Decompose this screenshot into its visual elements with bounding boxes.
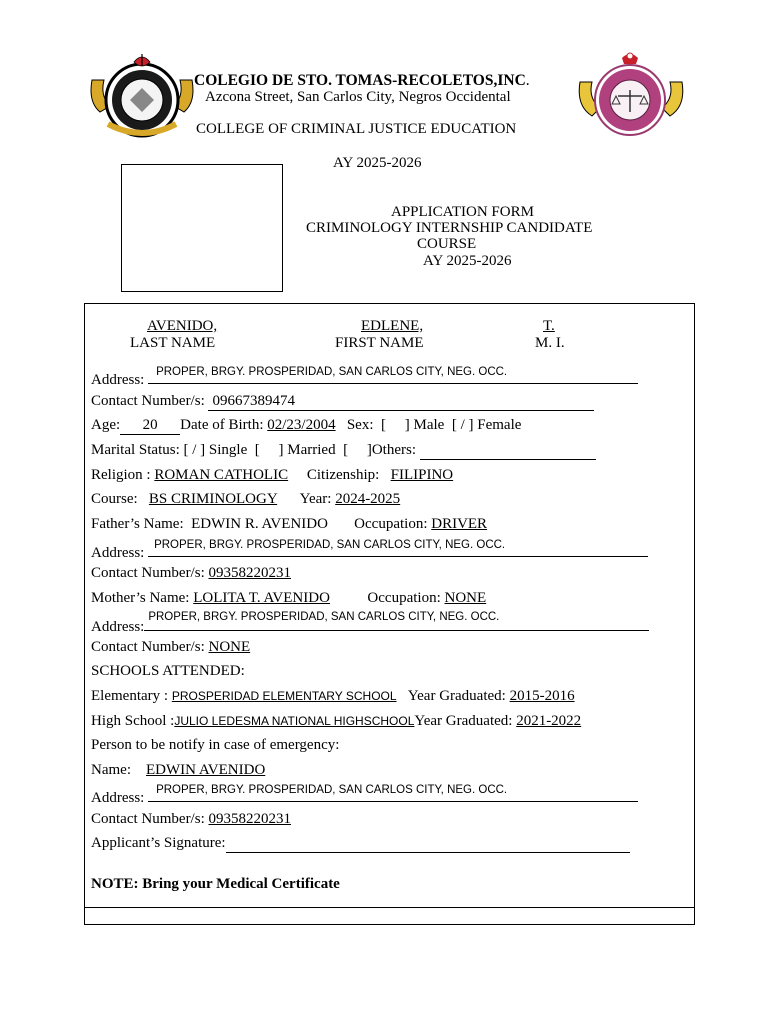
emergency-address-value: PROPER, BRGY. PROSPERIDAD, SAN CARLOS CITY, NEG. OCC. xyxy=(156,784,508,796)
emergency-address-field[interactable] xyxy=(148,785,638,802)
age-dob-sex-row xyxy=(91,416,521,435)
mother-occupation-value[interactable]: NONE xyxy=(444,590,487,606)
year-label: Year: xyxy=(299,491,332,507)
mother-name-row xyxy=(91,589,486,607)
signature-field[interactable] xyxy=(226,834,630,853)
mi-label: M. I. xyxy=(535,335,565,351)
photo-box xyxy=(121,164,283,292)
citizenship-value[interactable]: FILIPINO xyxy=(390,467,454,483)
mother-name-value[interactable]: LOLITA T. AVENIDO xyxy=(193,590,330,606)
applicant-contact-value: 09667389474 xyxy=(212,393,295,409)
highschool-value[interactable]: JULIO LEDESMA NATIONAL HIGHSCHOOL xyxy=(174,714,415,728)
school-name-text: COLEGIO DE STO. TOMAS-RECOLETOS,INC xyxy=(194,72,526,89)
citizenship-label: Citizenship: xyxy=(306,467,380,483)
applicant-contact-field[interactable] xyxy=(208,392,594,411)
sex-male-label: Male xyxy=(413,417,445,433)
applicant-contact-label: Contact Number/s: xyxy=(91,393,205,409)
signature-row xyxy=(91,834,630,853)
others-field[interactable] xyxy=(420,441,596,460)
father-address-field[interactable] xyxy=(148,540,648,557)
middle-initial-value: T. xyxy=(543,318,555,334)
mother-contact-value[interactable]: NONE xyxy=(208,639,251,655)
emergency-address-row xyxy=(91,785,638,807)
course-label: Course: xyxy=(91,491,138,507)
sex-label: Sex: xyxy=(346,417,374,433)
last-name-value: AVENIDO, xyxy=(147,318,218,334)
single-checkbox[interactable]: [ / ] xyxy=(183,442,206,458)
marital-status-label: Marital Status: xyxy=(91,442,180,458)
others-label: Others: xyxy=(371,442,416,458)
religion-label: Religion : xyxy=(91,467,151,483)
applicant-address-row xyxy=(91,367,638,389)
sex-female-label: Female xyxy=(477,417,522,433)
age-field[interactable] xyxy=(120,416,180,435)
school-name xyxy=(194,72,530,90)
mother-address-value: PROPER, BRGY. PROSPERIDAD, SAN CARLOS CITY, NEG. OCC. xyxy=(148,611,500,623)
age-value: 20 xyxy=(142,417,158,433)
father-address-row xyxy=(91,540,648,562)
highschool-label: High School : xyxy=(91,713,175,729)
academic-year: AY 2025-2026 xyxy=(333,155,422,171)
elementary-row xyxy=(91,687,575,705)
emergency-name-value[interactable]: EDWIN AVENIDO xyxy=(145,762,266,778)
religion-row xyxy=(91,466,453,484)
elementary-value[interactable]: PROSPERIDAD ELEMENTARY SCHOOL xyxy=(171,689,397,703)
father-contact-value[interactable]: 09358220231 xyxy=(208,565,291,581)
father-contact-row xyxy=(91,564,291,582)
father-name-value[interactable]: EDWIN R. AVENIDO xyxy=(191,516,328,532)
marital-status-row xyxy=(91,441,596,460)
emergency-name-label: Name: xyxy=(91,762,131,778)
school-name-suffix: . xyxy=(525,72,530,89)
schools-heading: SCHOOLS ATTENDED: xyxy=(91,663,245,679)
form-title-line2: CRIMINOLOGY INTERNSHIP CANDIDATE xyxy=(306,220,593,236)
mother-occupation-label: Occupation: xyxy=(367,590,441,606)
single-label: Single xyxy=(208,442,248,458)
form-title-line1: APPLICATION FORM xyxy=(391,204,534,220)
signature-label: Applicant’s Signature: xyxy=(91,835,226,851)
married-label: Married xyxy=(287,442,336,458)
married-checkbox[interactable]: [ ] xyxy=(254,442,284,458)
form-title-line4: AY 2025-2026 xyxy=(423,253,512,269)
course-row xyxy=(91,490,400,508)
first-name-value: EDLENE, xyxy=(361,318,424,334)
highschool-row xyxy=(91,712,581,730)
mother-address-row xyxy=(91,611,649,636)
others-checkbox[interactable]: [ ] xyxy=(343,442,372,458)
father-name-row xyxy=(91,515,487,533)
emergency-contact-label: Contact Number/s: xyxy=(91,811,205,827)
highschool-year-label: Year Graduated: xyxy=(414,713,513,729)
mother-address-field[interactable] xyxy=(144,611,649,631)
last-name-label: LAST NAME xyxy=(130,335,216,351)
form-bottom-divider xyxy=(84,907,695,908)
highschool-year-value[interactable]: 2021-2022 xyxy=(516,713,582,729)
age-label: Age: xyxy=(91,417,121,433)
father-contact-label: Contact Number/s: xyxy=(91,565,205,581)
mother-contact-row xyxy=(91,638,250,656)
applicant-address-field[interactable] xyxy=(148,367,638,384)
father-name-label: Father’s Name: xyxy=(91,516,184,532)
emergency-contact-row xyxy=(91,810,291,828)
applicant-address-value: PROPER, BRGY. PROSPERIDAD, SAN CARLOS CITY, NEG. OCC. xyxy=(156,366,508,378)
school-seal-icon xyxy=(88,50,196,142)
sex-female-checkbox[interactable]: [ / ] xyxy=(451,417,474,433)
note-text: NOTE: Bring your Medical Certificate xyxy=(91,876,340,892)
sex-male-checkbox[interactable]: [ ] xyxy=(381,417,410,433)
mother-contact-label: Contact Number/s: xyxy=(91,639,205,655)
mother-name-label: Mother’s Name: xyxy=(91,590,190,606)
mother-address-label: Address: xyxy=(91,619,145,635)
father-address-label: Address: xyxy=(91,545,145,561)
elementary-year-value[interactable]: 2015-2016 xyxy=(509,688,575,704)
applicant-contact-row xyxy=(91,392,594,411)
form-title-line3: COURSE xyxy=(417,236,477,252)
dob-label: Date of Birth: xyxy=(180,417,264,433)
emergency-contact-value[interactable]: 09358220231 xyxy=(208,811,291,827)
father-occupation-value[interactable]: DRIVER xyxy=(431,516,488,532)
father-address-value: PROPER, BRGY. PROSPERIDAD, SAN CARLOS CITY, NEG. OCC. xyxy=(154,539,506,551)
elementary-label: Elementary : xyxy=(91,688,169,704)
criminal-justice-seal-icon xyxy=(578,50,684,140)
applicant-address-label: Address: xyxy=(91,372,145,388)
dob-value[interactable]: 02/23/2004 xyxy=(267,417,336,433)
year-value[interactable]: 2024-2025 xyxy=(335,491,401,507)
college-name: COLLEGE OF CRIMINAL JUSTICE EDUCATION xyxy=(196,121,517,137)
elementary-year-label: Year Graduated: xyxy=(407,688,506,704)
religion-value[interactable]: ROMAN CATHOLIC xyxy=(154,467,289,483)
father-occupation-label: Occupation: xyxy=(354,516,428,532)
emergency-name-row xyxy=(91,761,265,779)
school-address: Azcona Street, San Carlos City, Negros Occidental xyxy=(205,89,511,105)
emergency-heading: Person to be notify in case of emergency: xyxy=(91,737,340,753)
emergency-address-label: Address: xyxy=(91,790,145,806)
course-value[interactable]: BS CRIMINOLOGY xyxy=(148,491,278,507)
first-name-label: FIRST NAME xyxy=(335,335,424,351)
